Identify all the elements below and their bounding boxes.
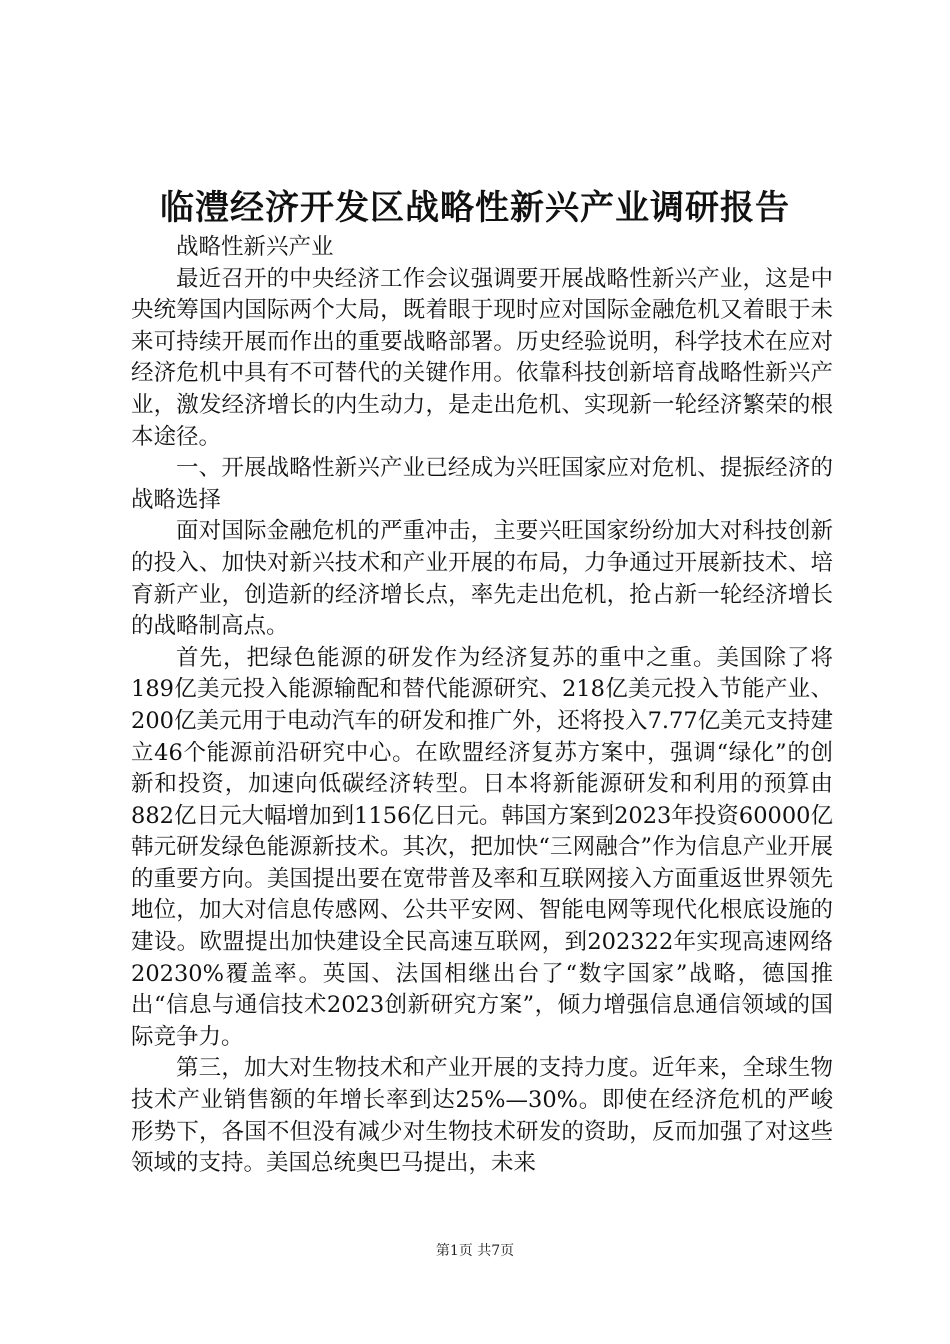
document-title: 临澧经济开发区战略性新兴产业调研报告 [160,188,790,228]
paragraph: 第三，加大对生物技术和产业开展的支持力度。近年来，全球生物技术产业销售额的年增长率到达25%—30%。即使在经济危机的严峻形势下，各国不但没有减少对生物技术研发的资助，反而加强了对这些领域的支持。美国总统奥巴马提出，未来 [131,1055,833,1177]
section-heading-1: 一、开展战略性新兴产业已经成为兴旺国家应对危机、提振经济的战略选择 [131,455,833,513]
page-footer: 第1页 共7页 [435,1243,515,1259]
paragraph-intro: 最近召开的中央经济工作会议强调要开展战略性新兴产业，这是中央统筹国内国际两个大局，既着眼于现时应对国际金融危机又着眼于未来可持续开展而作出的重要战略部署。历史经验说明，科学技术在应对经济危机中具有不可替代的关键作用。依靠科技创新培育战略性新兴产业，激发经济增长的内生动力，是走出危机、实现新一轮经济繁荣的根本途径。 [131,265,833,450]
paragraph: 首先，把绿色能源的研发作为经济复苏的重中之重。美国除了将189亿美元投入能源输配和替代能源研究、218亿美元投入节能产业、200亿美元用于电动汽车的研发和推广外，还将投入7.77亿美元支持建立46个能源前沿研究中心。在欧盟经济复苏方案中，强调“绿化”的创新和投资，加速向低碳经济转型。日本将新能源研发和利用的预算由882亿日元大幅增加到1156亿日元。韩国方案到2023年投资60000亿韩元研发绿色能源新技术。其次，把加快“三网融合”作为信息产业开展的重要方向。美国提出要在宽带普及率和互联网接入方面重返世界领先地位，加大对信息传感网、公共平安网、智能电网等现代化根底设施的建设。欧盟提出加快建设全民高速互联网，到202322年实现高速网络20230%覆盖率。英国、法国相继出台了“数字国家”战略，德国推出“信息与通信技术2023创新研究方案”，倾力增强信息通信领域的国际竞争力。 [131,644,833,1050]
paragraph-subtitle: 战略性新兴产业 [176,234,334,260]
paragraph: 面对国际金融危机的严重冲击，主要兴旺国家纷纷加大对科技创新的投入、加快对新兴技术和产业开展的布局，力争通过开展新技术、培育新产业，创造新的经济增长点，率先走出危机，抢占新一轮经济增长的战略制高点。 [131,518,833,640]
document-body [131,232,833,1180]
